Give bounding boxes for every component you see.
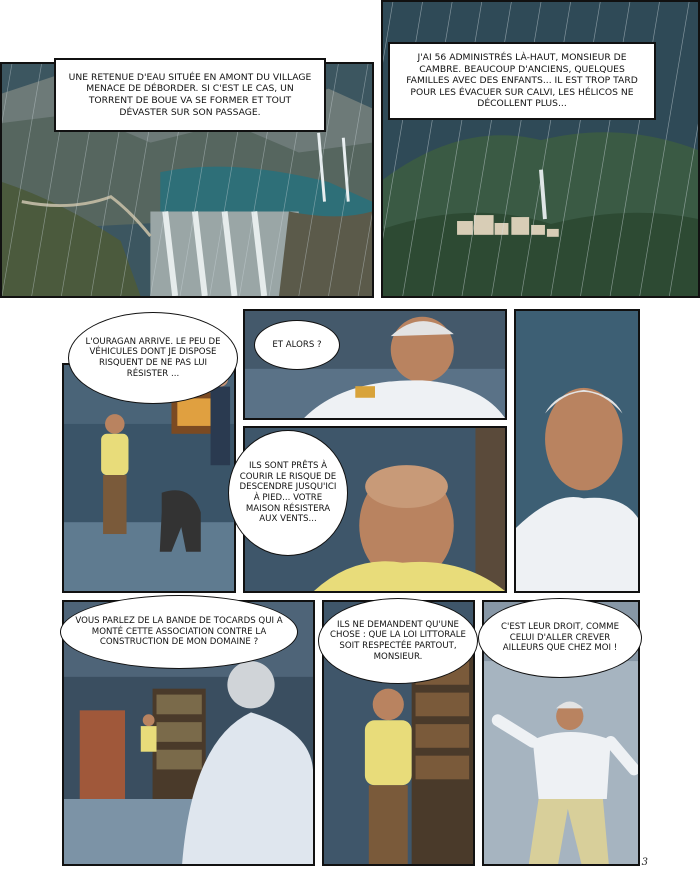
bubble-bande-de-tocards: VOUS PARLEZ DE LA BANDE DE TOCARDS QUI A MONTÉ CETTE ASSOCIATION CONTRE LA CONSTRUCTION DE MON DOMAINE ? xyxy=(60,595,298,669)
bubble-ready-to-walk: ILS SONT PRÊTS À COURIR LE RISQUE DE DESCENDRE JUSQU'ICI À PIED... VOTRE MAISON RÉSISTERA AUX VENTS... xyxy=(228,430,348,556)
cambre-closeup-art xyxy=(516,311,638,591)
panel-cambre-closeup xyxy=(514,309,640,593)
bubble-loi-littorale: ILS NE DEMANDENT QU'UNE CHOSE : QUE LA LOI LITTORALE SOIT RESPECTÉE PARTOUT, MONSIEUR. xyxy=(318,598,478,684)
bubble-mayor-hurricane: L'OURAGAN ARRIVE. LE PEU DE VÉHICULES DONT JE DISPOSE RISQUENT DE NE PAS LUI RÉSISTER ... xyxy=(68,312,238,404)
bubble-et-alors: ET ALORS ? xyxy=(254,320,340,370)
bubble-crever-ailleurs: C'EST LEUR DROIT, COMME CELUI D'ALLER CREVER AILLEURS QUE CHEZ MOI ! xyxy=(478,598,642,678)
caption-village: J'AI 56 ADMINISTRÉS LÀ-HAUT, MONSIEUR DE CAMBRE. BEAUCOUP D'ANCIENS, QUELQUES FAMILLES AVEC DES ENFANTS... IL EST TROP TARD POUR LES ÉVACUER SUR CALVI, LES HÉLICOS NE DÉCOLLENT PLUS... xyxy=(388,42,656,120)
caption-dam: UNE RETENUE D'EAU SITUÉE EN AMONT DU VILLAGE MENACE DE DÉBORDER. SI C'EST LE CAS, UN TORRENT DE BOUE VA SE FORMER ET TOUT DÉVASTER SUR SON PASSAGE. xyxy=(54,58,326,132)
page-number: 3 xyxy=(641,857,648,868)
